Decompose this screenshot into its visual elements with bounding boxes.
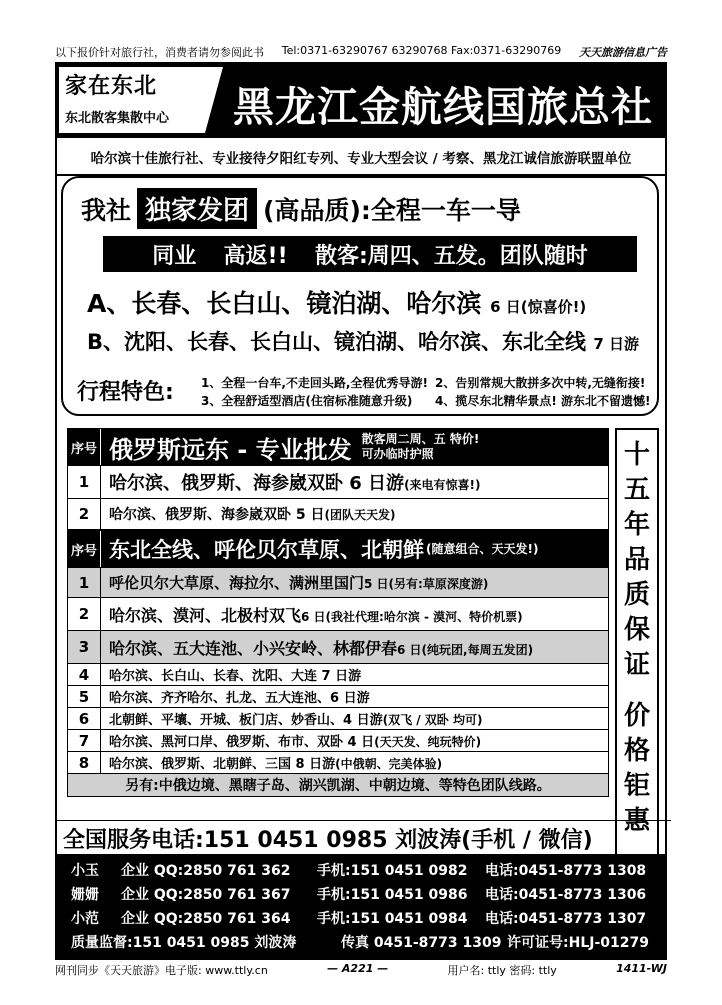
slogan-char: 保 (623, 615, 650, 645)
row-text (101, 753, 442, 772)
logo (59, 67, 205, 133)
row-no: 3 (68, 631, 101, 663)
contact-qq: 企业 QQ:2850 761 364 (121, 911, 291, 927)
features-label: 行程特色: (77, 380, 174, 405)
footer-website: 网刊同步《天天旅游》电子版: www.ttly.cn (55, 964, 268, 977)
quality-fax: 传真 0451-8773 1309 (341, 935, 502, 951)
row-text (101, 469, 481, 495)
contact-qq: 企业 QQ:2850 761 362 (121, 863, 291, 879)
row-text (101, 687, 370, 706)
company-subtitle: 哈尔滨十佳旅行社、专业接待夕阳红专列、专业大型会议 / 考察、黑龙江诚信旅游联盟单位 (57, 140, 665, 176)
ad-frame (55, 62, 667, 960)
row-no: 8 (68, 752, 101, 773)
contact-tel: 电话:0451-8773 1308 (485, 863, 647, 879)
route-b-text: B、沈阳、长春、长白山、镜泊湖、哈尔滨、东北全线 (87, 330, 587, 354)
slogan-char: 五 (623, 475, 650, 505)
row-route: 哈尔滨、五大连池、小兴安岭、林都伊春 (109, 638, 398, 658)
feature-item: 1、全程一台车,不走回头路,全程优秀导游! (201, 376, 428, 390)
northeast-header (67, 530, 609, 568)
row-route: 呼伦贝尔大草原、海拉尔、满洲里国门 (109, 574, 365, 592)
row-note: (中俄朝、完美体验) (335, 757, 443, 771)
row-no: 6 (68, 708, 101, 729)
table-row (67, 686, 609, 708)
route-a-text: A、长春、长白山、镜泊湖、哈尔滨 (87, 289, 482, 318)
slogan-char: 品 (623, 545, 650, 575)
row-note: (天天发、纯玩特价) (374, 735, 482, 749)
contact-name: 姗姗 (71, 887, 99, 903)
table-row (67, 598, 609, 631)
table-row (67, 568, 609, 598)
promo-quality: (高品质):全程一车一导 (263, 195, 521, 225)
promo-box (61, 176, 659, 416)
row-note: 5 日(另有:草原深度游) (364, 577, 489, 591)
slogan-char: 惠 (623, 806, 650, 836)
russia-notes (362, 432, 480, 462)
row-text (101, 709, 482, 728)
promo-headline (81, 188, 521, 229)
table-row (67, 466, 609, 499)
extra-routes: 另有:中俄边境、黑瞎子岛、湖兴凯湖、中朝边境、等特色团队线路。 (67, 774, 609, 797)
slogan-char: 钜 (623, 771, 650, 801)
table-row (67, 730, 609, 752)
route-b (87, 326, 639, 356)
table-row (67, 708, 609, 730)
table-row (67, 631, 609, 664)
slogan-char: 质 (623, 580, 650, 610)
row-text (101, 603, 523, 626)
top-bar (55, 44, 667, 63)
row-no: 1 (68, 568, 101, 597)
contacts-block (57, 854, 665, 958)
logo-main: 家在东北 (65, 74, 158, 99)
route-a-days: 6 日(惊喜价!) (490, 298, 587, 316)
top-notice: 以下报价针对旅行社，消费者请勿参阅此书 (55, 46, 264, 59)
promo-badge: 独家发团 (137, 188, 257, 229)
row-text (101, 665, 361, 684)
northeast-note: (随意组合、天天发!) (426, 541, 539, 556)
quality-supervision: 质量监督:151 0451 0985 刘波涛 (71, 935, 297, 951)
header-banner (57, 64, 665, 138)
feature-item: 4、揽尽东北精华景点! 游东北不留遗憾! (435, 394, 651, 408)
footer-page-number: — A221 — (327, 962, 389, 975)
route-a (87, 284, 586, 320)
promo-we: 我社 (81, 195, 132, 225)
contact-mobile: 手机:151 0451 0982 (317, 863, 468, 879)
page-footer (55, 962, 667, 978)
feature-item: 2、告别常规大散拼多次中转,无缝衔接! (435, 376, 646, 390)
route-tables (67, 428, 609, 797)
russia-note-2: 可办临时护照 (361, 447, 434, 461)
row-route: 哈尔滨、俄罗斯、海参崴双卧 5 日 (109, 507, 325, 523)
logo-divider (205, 67, 223, 133)
slogan-char: 十 (623, 440, 650, 470)
row-route: 哈尔滨、黑河口岸、俄罗斯、布市、双卧 4 日 (109, 735, 375, 750)
route-b-days: 7 日游 (593, 335, 639, 353)
quality-license: 许可证号:HLJ-01279 (507, 935, 649, 951)
slogan-char: 格 (623, 736, 650, 766)
company-title: 黑龙江金航线国旅总社 (233, 83, 653, 131)
contact-name: 小玉 (71, 863, 99, 879)
slogan-char: 年 (623, 510, 650, 540)
row-note: 6 日(我社代理:哈尔滨 - 漠河、特价机票) (301, 609, 523, 624)
vertical-slogan (615, 428, 659, 873)
northeast-title: 东北全线、呼伦贝尔草原、北朝鲜 (109, 538, 424, 562)
russia-note-1: 散客周二周、五 特价! (361, 432, 480, 446)
contact-mobile: 手机:151 0451 0984 (317, 911, 468, 927)
feature-item: 3、全程舒适型酒店(住宿标准随意升级) (201, 394, 413, 408)
logo-sub: 东北散客集散中心 (65, 111, 170, 126)
row-text (101, 636, 533, 659)
row-text (101, 572, 488, 593)
row-route: 北朝鲜、平壤、开城、板门店、妙香山、4 日游 (109, 713, 383, 728)
top-contact: Tel:0371-63290767 63290768 Fax:0371-63290769 (281, 44, 562, 57)
column-no-label: 序号 (68, 531, 101, 567)
table-row (67, 664, 609, 686)
row-route: 哈尔滨、漠河、北极村双飞 (109, 605, 302, 625)
footer-account: 用户名: ttly 密码: ttly (447, 964, 557, 977)
row-no: 2 (68, 598, 101, 630)
contact-qq: 企业 QQ:2850 761 367 (121, 887, 291, 903)
slogan-char: 证 (623, 650, 650, 680)
contact-mobile: 手机:151 0451 0986 (317, 887, 468, 903)
service-phone: 全国服务电话:151 0451 0985 刘波涛(手机 / 微信) (57, 820, 671, 855)
row-route: 哈尔滨、齐齐哈尔、扎龙、五大连池、6 日游 (109, 691, 370, 706)
row-route: 哈尔滨、俄罗斯、海参崴双卧 6 日游 (109, 473, 405, 494)
row-note: 6 日(纯玩团,每周五发团) (397, 642, 534, 657)
row-no: 1 (68, 466, 101, 498)
row-no: 2 (68, 499, 101, 529)
russia-title: 俄罗斯远东 - 专业批发 (109, 435, 352, 464)
row-text (101, 731, 481, 750)
footer-code: 1411-WJ (616, 962, 667, 975)
row-no: 7 (68, 730, 101, 751)
promo-bar: 同业 高返!! 散客:周四、五发。团队随时 (103, 236, 637, 272)
column-no-label: 序号 (68, 429, 101, 465)
row-note: (团队天天发) (324, 508, 396, 522)
row-no: 4 (68, 664, 101, 685)
row-note: (双飞 / 双卧 均可) (382, 713, 483, 727)
contact-tel: 电话:0451-8773 1306 (485, 887, 647, 903)
row-route: 哈尔滨、长白山、长春、沈阳、大连 7 日游 (109, 669, 362, 684)
row-no: 5 (68, 686, 101, 707)
row-text (101, 504, 395, 524)
contact-tel: 电话:0451-8773 1307 (485, 911, 647, 927)
russia-header (67, 428, 609, 466)
contact-name: 小范 (71, 911, 99, 927)
table-row (67, 752, 609, 774)
table-row (67, 499, 609, 530)
row-note: (来电有惊喜!) (404, 478, 481, 492)
row-route: 哈尔滨、俄罗斯、北朝鲜、三国 8 日游 (109, 757, 336, 772)
slogan-char: 价 (623, 701, 650, 731)
top-brand: 天天旅游信息广告 (578, 46, 667, 59)
